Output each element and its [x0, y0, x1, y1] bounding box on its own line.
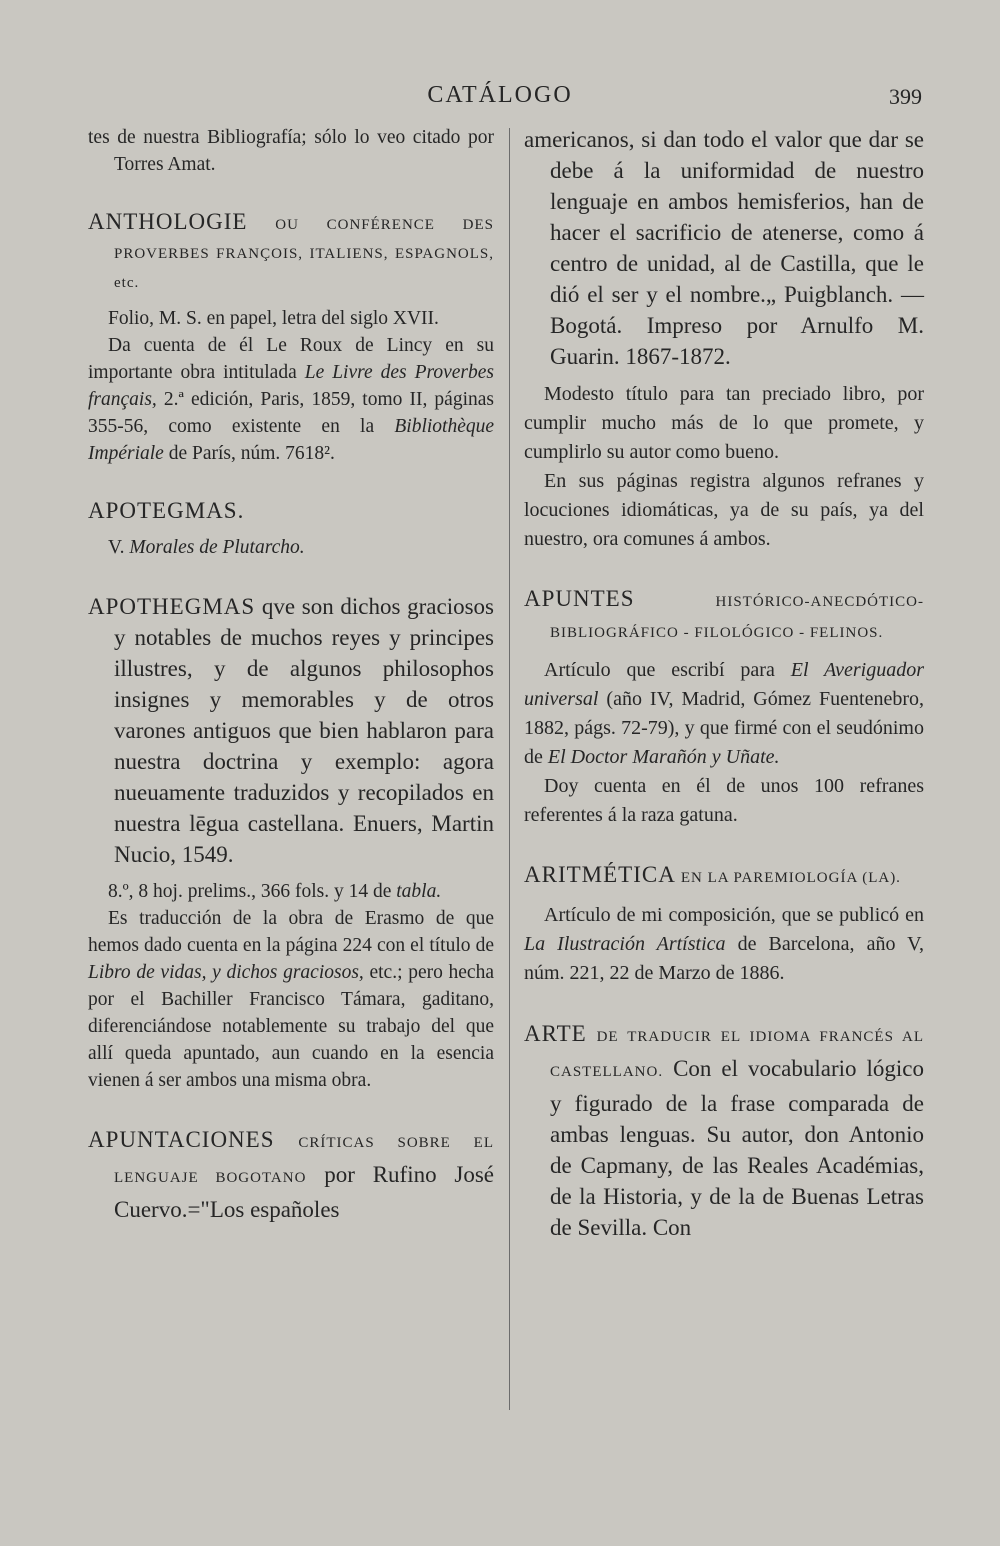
entry-apuntes-note	[524, 656, 924, 772]
note-paragraph-2: En sus páginas registra algunos refranes y locuciones idiomáticas, ya de su país, ya del nuestro, ora comunes á ambos.	[524, 470, 924, 550]
headword-arte: ARTE	[524, 1021, 587, 1046]
title-rest-anthologie: OU CONFÉRENCE DES PROVERBES FRANÇOIS, ITALIENS, ESPAGNOLS, etc.	[114, 217, 494, 291]
see-prefix: V.	[108, 537, 125, 558]
note-library-italic: Bibliothèque Impériale	[88, 416, 495, 464]
headword-aritmetica: ARITMÉTICA	[524, 862, 676, 887]
note-title-italic: Le Livre des Proverbes français,	[88, 362, 494, 410]
entry-arte-title	[524, 1018, 924, 1243]
headword-apuntaciones: APUNTACIONES	[88, 1127, 275, 1152]
entry-apothegmas-note	[88, 905, 494, 1094]
entry-apuntes-note-2: Doy cuenta en él de unos 100 refranes referentes á la raza gatuna.	[524, 775, 924, 826]
note-italic: La Ilustración Artística	[524, 933, 726, 955]
note-text-2: (año IV, Madrid, Gómez Fuentenebro, 1882, págs. 72-79), y que firmé con el seudónimo de	[524, 688, 924, 768]
note-text-1: Da cuenta de él Le Roux de Lincy en su importante obra intitulada	[88, 335, 494, 383]
entry-apothegmas-title	[88, 591, 494, 870]
title-rest-apuntaciones: por Rufino José Cuervo.="Los españoles	[114, 1162, 494, 1222]
description-italic: tabla.	[396, 881, 442, 902]
note-text-3: de París, núm. 7618².	[168, 443, 335, 464]
headword-apotegmas: APOTEGMAS.	[88, 498, 245, 523]
title-sc-apuntes: HISTÓRICO-ANECDÓTICO-BIBLIOGRÁFICO - FILOLÓGICO - FELINOS.	[550, 594, 924, 641]
page-number: 399	[889, 84, 922, 109]
title-rest-aritmetica: EN LA PAREMIOLOGÍA (LA).	[680, 870, 901, 886]
description-text: 8.º, 8 hoj. prelims., 366 fols. y 14 de	[108, 881, 392, 902]
note-italic-2: El Doctor Marañón y Uñate.	[547, 746, 780, 768]
running-title: CATÁLOGO	[427, 82, 573, 108]
note-text-1: Es traducción de la obra de Erasmo de que hemos dado cuenta en la página 224 con el título de	[88, 908, 494, 956]
title-rest-arte: Con el vocabulario lógico y figurado de la frase comparada de ambas lenguas. Su autor, don Antonio de Capmany, de las Reales Académias, de la Historia, y de la de Buenas Letras de Sevilla. Con	[550, 1056, 924, 1240]
note-paragraph-1: Modesto título para tan preciado libro, por cumplir mucho más de lo que promete, y cumplirlo su autor como bueno.	[524, 383, 924, 463]
entry-apothegmas-description	[88, 878, 494, 905]
right-column	[524, 124, 924, 1243]
continuation-text: tes de nuestra Bibliografía; sólo lo veo citado por Torres Amat.	[88, 127, 494, 175]
entry-apuntaciones-title	[88, 1124, 494, 1225]
entry-apotegmas-title	[88, 497, 494, 526]
entry-anthologie-note	[88, 332, 494, 467]
left-column	[88, 124, 494, 1225]
column-divider	[509, 128, 510, 1410]
entry-aritmetica-title	[524, 860, 924, 893]
headword-anthologie: ANTHOLOGIE	[88, 209, 248, 234]
note-text-1: Artículo de mi composición, que se publicó en	[544, 904, 924, 926]
entry-aritmetica-note	[524, 901, 924, 988]
note-text-1: Artículo que escribí para	[544, 659, 775, 681]
note-text-2: etc.; pero hecha por el Bachiller Francisco Támara, gaditano, diferenciándose notablemente su trabajo del que allí queda apuntado, aun cuando en la esencia vienen á ser ambos una misma obra.	[88, 962, 494, 1091]
entry-apotegmas-see	[88, 534, 494, 561]
headword-apuntes: APUNTES	[524, 586, 635, 611]
continuation-text: americanos, si dan todo el valor que dar se debe á la uniformidad de nuestro lenguaje en ambos hemisferios, han de hacer el sacrificio de atenerse, como á centro de unidad, al de Castilla, que le dió el ser y el nombre.„ Puigblanch. —Bogotá. Impreso por Arnulfo M. Guarin. 1867-1872.	[524, 127, 924, 369]
title-sc-arte: DE TRADUCIR EL IDIOMA FRANCÉS AL CASTELLANO.	[550, 1029, 925, 1080]
entry-anthologie-description: Folio, M. S. en papel, letra del siglo XVII.	[108, 308, 439, 329]
note-italic-1: El Averiguador universal	[524, 659, 925, 710]
title-sc-apuntaciones: CRÍTICAS SOBRE EL LENGUAJE BOGOTANO	[114, 1135, 494, 1186]
headword-apothegmas: APOTHEGMAS	[88, 594, 256, 619]
entry-anthologie-title	[88, 208, 494, 297]
entry-apuntes-title	[524, 584, 924, 648]
see-title-italic: Morales de Plutarcho.	[129, 537, 305, 558]
note-text-2: de Barcelona, año V, núm. 221, 22 de Marzo de 1886.	[524, 933, 925, 984]
note-text-2: 2.ª edición, Paris, 1859, tomo II, páginas 355-56, como existente en la	[88, 389, 494, 437]
title-rest-apothegmas: qve son dichos graciosos y notables de muchos reyes y principes illustres, y de algunos philosophos insignes y memorables y de otros varones antiguos que bien hablaron para nuestra doctrina y exemplo: agora nueuamente traduzidos y recopilados en nuestra lēgua castellana. Enuers, Martin Nucio, 1549.	[114, 594, 495, 867]
note-italic: Libro de vidas, y dichos graciosos,	[88, 962, 364, 983]
